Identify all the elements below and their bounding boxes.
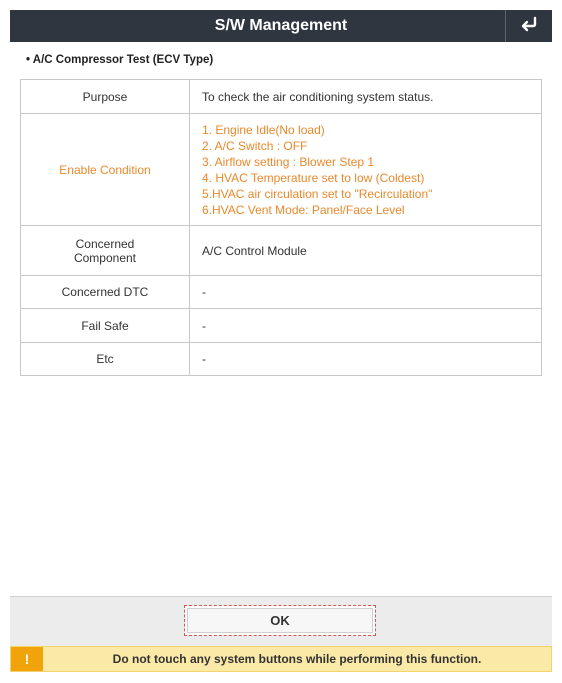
row-value-enable-condition	[190, 114, 542, 226]
row-label-etc: Etc	[21, 343, 190, 376]
page-title: S/W Management	[214, 17, 348, 34]
condition-item: 1. Engine Idle(No load)	[202, 122, 325, 137]
table-row	[21, 114, 542, 226]
return-arrow-icon	[519, 16, 539, 37]
row-label-fail-safe: Fail Safe	[21, 309, 190, 343]
label-line: Concerned	[75, 236, 135, 251]
row-label-purpose: Purpose	[21, 80, 190, 114]
warning-message: Do not touch any system buttons while performing this function.	[112, 652, 482, 666]
row-value-fail-safe: -	[190, 309, 542, 343]
warning-bar	[10, 646, 552, 672]
table-row	[21, 343, 542, 376]
row-value-purpose: To check the air conditioning system status.	[190, 80, 542, 114]
table-row	[21, 276, 542, 309]
table-row	[21, 80, 542, 114]
label-line: Component	[73, 250, 137, 265]
row-label-concerned-component	[21, 226, 190, 276]
row-value-concerned-dtc: -	[190, 276, 542, 309]
back-button[interactable]	[505, 10, 552, 42]
info-table	[20, 79, 542, 376]
section-title: • A/C Compressor Test (ECV Type)	[26, 54, 214, 66]
table-row	[21, 309, 542, 343]
row-value-etc: -	[190, 343, 542, 376]
condition-item: 6.HVAC Vent Mode: Panel/Face Level	[202, 202, 405, 217]
footer-area	[10, 596, 552, 646]
condition-item: 2. A/C Switch : OFF	[202, 138, 308, 153]
condition-item: 5.HVAC air circulation set to "Recirculation"	[202, 186, 433, 201]
table-row	[21, 226, 542, 276]
title-bar	[10, 10, 552, 42]
condition-item: 4. HVAC Temperature set to low (Coldest)	[202, 170, 425, 185]
ok-button[interactable]: OK	[184, 605, 376, 636]
row-value-concerned-component: A/C Control Module	[190, 226, 542, 276]
warning-icon: !	[11, 647, 43, 671]
row-label-concerned-dtc: Concerned DTC	[21, 276, 190, 309]
condition-item: 3. Airflow setting : Blower Step 1	[202, 154, 375, 169]
row-label-enable-condition: Enable Condition	[21, 114, 190, 226]
